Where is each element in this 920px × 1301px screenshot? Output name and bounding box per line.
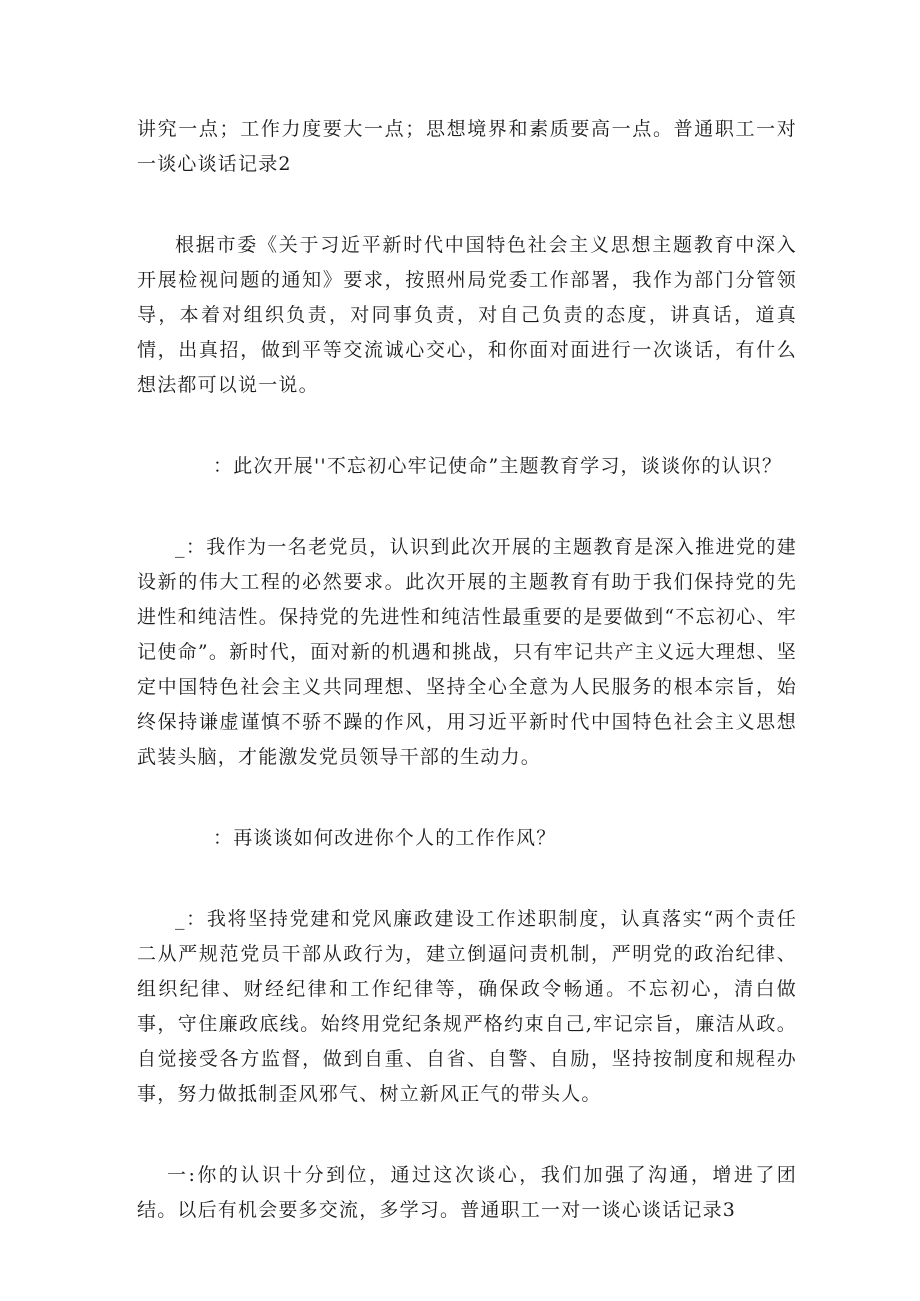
answer-paragraph: _：我将坚持党建和党风廉政建设工作述职制度，认真落实“两个责任二从严规范党员干部从政行为，建立倒逼问责机制，严明党的政治纪律、组织纪律、财经纪律和工作纪律等，确保政令畅通。不忘初心，清白做事，守住廉政底线。始终用党纪条规严格约束自己,牢记宗旨，廉洁从政。自觉接受各方监督，做到自重、自省、自警、自励，坚持按制度和规程办事，努力做抵制歪风邪气、树立新风正气的带头人。 — [137, 908, 797, 1105]
closing-paragraph: 一:你的认识十分到位，通过这次谈心，我们加强了沟通，增进了团结。以后有机会要多交流，多学习。普通职工一对一谈心谈话记录3 — [137, 1164, 797, 1221]
document-page — [137, 112, 797, 1228]
question-paragraph: ：再谈谈如何改进你个人的工作作风？ — [213, 827, 557, 849]
answer-paragraph: _：我作为一名老党员，认识到此次开展的主题教育是深入推进党的建设新的伟大工程的必然要求。此次开展的主题教育有助于我们保持党的先进性和纯洁性。保持党的先进性和纯洁性最重要的是要做到“不忘初心、牢记使命”。新时代，面对新的机遇和挑战，只有牢记共产主义远大理想、坚定中国特色社会主义共同理想、坚持全心全意为人民服务的根本宗旨，始终保持谦虚谨慎不骄不躁的作风，用习近平新时代中国特色社会主义思想武装头脑，才能激发党员领导干部的生动力。 — [137, 536, 797, 768]
intro-paragraph: 讲究一点；工作力度要大一点；思想境界和素质要高一点。普通职工一对一谈心谈话记录2 — [137, 118, 797, 175]
question-paragraph: ：此次开展''不忘初心牢记使命”主题教育学习，谈谈你的认识？ — [213, 455, 783, 477]
body-paragraph: 根据市委《关于习近平新时代中国特色社会主义思想主题教育中深入开展检视问题的通知》要求，按照州局党委工作部署，我作为部门分管领导，本着对组织负责，对同事负责，对自己负责的态度，讲真话，道真情，出真招，做到平等交流诚心交心，和你面对面进行一次谈话，有什么想法都可以说一说。 — [137, 234, 797, 396]
